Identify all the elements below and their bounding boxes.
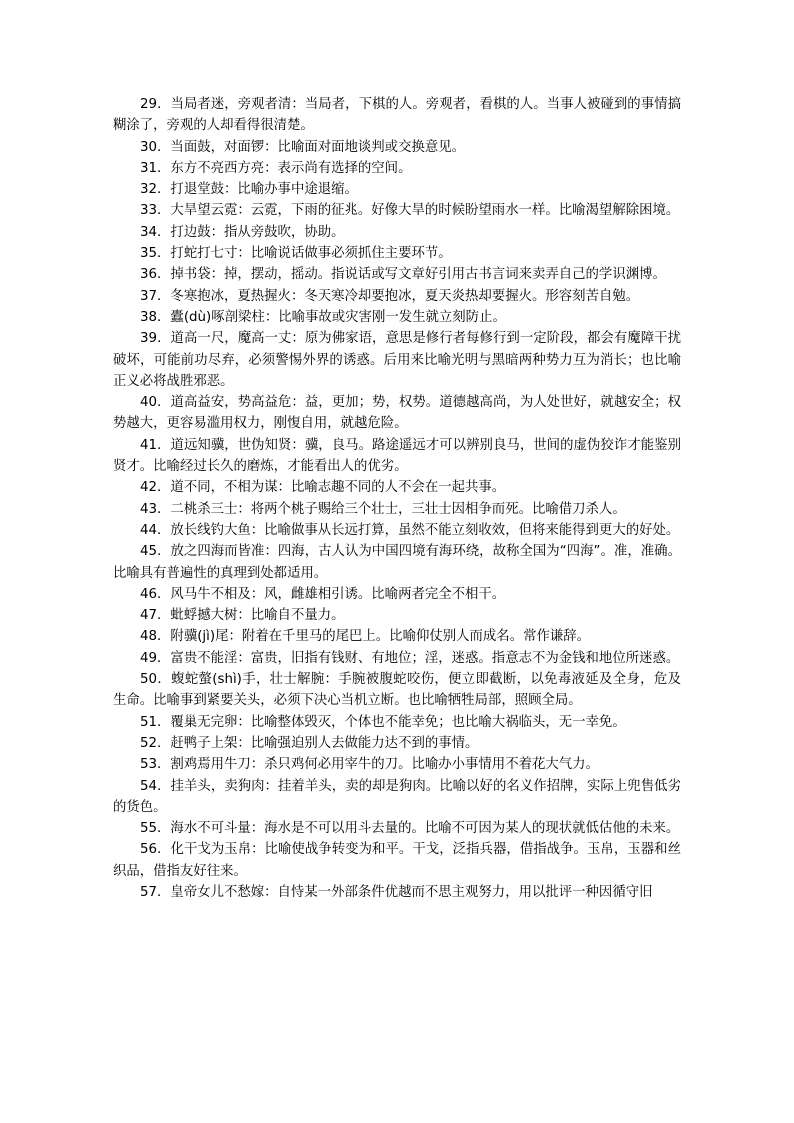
list-item: 48．附骥(jì)尾：附着在千里马的尾巴上。比喻仰仗别人而成名。常作谦辞。 bbox=[140, 629, 591, 645]
list-item: 52．赶鸭子上架：比喻强迫别人去做能力达不到的事情。 bbox=[140, 735, 479, 751]
list-item: 36．掉书袋：掉，摆动，摇动。指说话或写文章好引用古书言词来卖弄自己的学识渊博。 bbox=[140, 267, 666, 283]
list-item: 44．放长线钓大鱼：比喻做事从长远打算，虽然不能立刻收效，但将来能得到更大的好处。 bbox=[140, 522, 680, 538]
list-item: 45．放之四海而皆准：四海，古人认为中国四境有海环绕，故称全国为“四海”。准，准确。比喻具有普遍性的真理到处都适用。 bbox=[113, 544, 681, 581]
list-item: 30．当面鼓，对面锣：比喻面对面地谈判或交换意见。 bbox=[140, 139, 466, 155]
list-item: 54．挂羊头，卖狗肉：挂着羊头，卖的却是狗肉。比喻以好的名义作招牌，实际上兜售低劣的货色。 bbox=[113, 778, 681, 815]
list-item: 33．大旱望云霓：云霓，下雨的征兆。好像大旱的时候盼望雨水一样。比喻渴望解除困境。 bbox=[140, 203, 680, 219]
list-item: 37．冬寒抱冰，夏热握火：冬天寒冷却要抱冰，夏天炎热却要握火。形容刻苦自勉。 bbox=[140, 288, 640, 304]
list-item: 49．富贵不能淫：富贵，旧指有钱财、有地位；淫，迷惑。指意志不为金钱和地位所迷惑。 bbox=[140, 650, 680, 666]
list-item: 51．覆巢无完卵：比喻整体毁灭，个体也不能幸免；也比喻大祸临头，无一幸免。 bbox=[140, 714, 626, 730]
list-item: 40．道高益安，势高益危：益，更加；势，权势。道德越高尚，为人处世好，就越安全；权势越大，更容易滥用权力，刚愎自用，就越危险。 bbox=[113, 395, 681, 432]
list-item: 42．道不同，不相为谋：比喻志趣不同的人不会在一起共事。 bbox=[140, 480, 506, 496]
list-item: 55．海水不可斗量：海水是不可以用斗去量的。比喻不可因为某人的现状就低估他的未来。 bbox=[140, 821, 680, 837]
list-item: 53．割鸡焉用牛刀：杀只鸡何必用宰牛的刀。比喻办小事情用不着花大气力。 bbox=[140, 757, 599, 773]
list-item: 43．二桃杀三士：将两个桃子赐给三个壮士，三壮士因相争而死。比喻借刀杀人。 bbox=[140, 501, 626, 517]
list-item: 35．打蛇打七寸：比喻说话做事必须抓住主要环节。 bbox=[140, 246, 452, 262]
list-item: 56．化干戈为玉帛：比喻使战争转变为和平。干戈，泛指兵器，借指战争。玉帛，玉器和丝织品，借指友好往来。 bbox=[113, 842, 681, 879]
list-item: 57．皇帝女儿不愁嫁：自恃某一外部条件优越而不思主观努力，用以批评一种因循守旧 bbox=[140, 884, 653, 900]
list-item: 38．蠹(dù)啄剖梁柱：比喻事故或灾害刚一发生就立刻防止。 bbox=[140, 309, 506, 325]
list-item: 50．蝮蛇螫(shì)手，壮士解腕：手腕被腹蛇咬伤，便立即截断，以免毒液延及全身，危及生命。比喻事到紧要关头，必须下决心当机立断。也比喻牺牲局部，照顾全局。 bbox=[113, 672, 681, 709]
list-item: 46．风马牛不相及：风，雌雄相引诱。比喻两者完全不相干。 bbox=[140, 586, 506, 602]
list-item: 29．当局者迷，旁观者清：当局者，下棋的人。旁观者，看棋的人。当事人被碰到的事情搞糊涂了，旁观的人却看得很清楚。 bbox=[113, 97, 681, 134]
list-item: 32．打退堂鼓：比喻办事中途退缩。 bbox=[140, 182, 358, 198]
list-item: 47．蚍蜉撼大树：比喻自不量力。 bbox=[140, 608, 345, 624]
list-item: 41．道远知骥，世伪知贤：骥，良马。路途遥远才可以辨别良马，世间的虚伪狡诈才能鉴别贤才。比喻经过长久的磨炼，才能看出人的优劣。 bbox=[113, 437, 681, 475]
list-item: 31．东方不亮西方亮：表示尚有选择的空间。 bbox=[140, 160, 412, 176]
list-item: 39．道高一尺，魔高一丈：原为佛家语，意思是修行者每修行到一定阶段，都会有魔障干扰破坏，可能前功尽弃，必须警惕外界的诱惑。后用来比喻光明与黑暗两种势力互为消长；也比喻正义必将战胜邪恶。 bbox=[113, 331, 681, 389]
idiom-list bbox=[113, 94, 681, 903]
list-item: 34．打边鼓：指从旁鼓吹，协助。 bbox=[140, 224, 345, 240]
